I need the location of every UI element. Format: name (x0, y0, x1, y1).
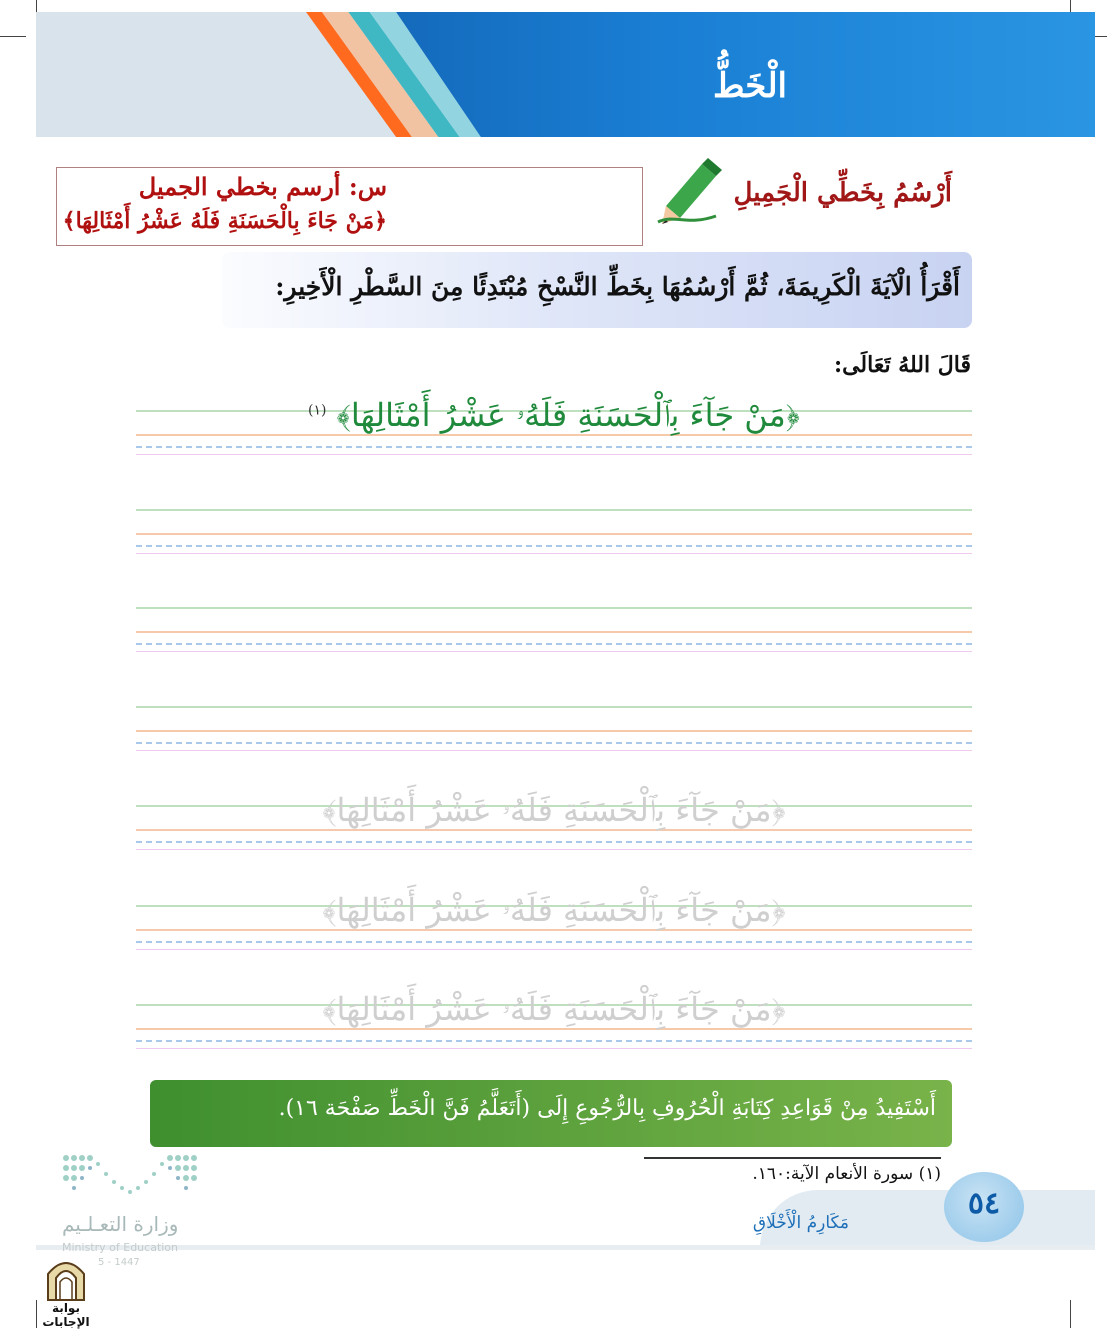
tracing-verse: ﴿مَنْ جَآءَ بِٱلْحَسَنَةِ فَلَهُۥ عَشْرُ أَمْثَالِهَا﴾ (322, 791, 786, 829)
practice-line-row (136, 607, 972, 653)
page-number: ٥٤ (967, 1186, 1001, 1221)
practice-line-row (136, 891, 972, 951)
portal-label: بوابة الإجابات (42, 1301, 90, 1329)
quran-verse (136, 396, 972, 435)
ministry-logo-icon (60, 1152, 200, 1202)
verse-text: ﴿مَنْ جَآءَ بِٱلْحَسَنَةِ فَلَهُۥ عَشْرُ أَمْثَالِهَا﴾ (336, 396, 800, 434)
crop-mark (0, 36, 26, 37)
tracing-verse: ﴿مَنْ جَآءَ بِٱلْحَسَنَةِ فَلَهُۥ عَشْرُ أَمْثَالِهَا﴾ (322, 990, 786, 1028)
practice-line-row (136, 706, 972, 752)
section-title: أَرْسُمُ بِخَطِّي الْجَمِيلِ (733, 178, 952, 208)
footnote-marker: (١) (308, 402, 327, 419)
footer-band (36, 1245, 1095, 1250)
tracing-verse: ﴿مَنْ جَآءَ بِٱلْحَسَنَةِ فَلَهُۥ عَشْرُ أَمْثَالِهَا﴾ (322, 891, 786, 929)
instruction-banner (222, 252, 972, 328)
instruction-text: أَقْرَأُ الْآيَةَ الْكَرِيمَةَ، ثُمَّ أَرْسُمُهَا بِخَطِّ النَّسْخِ مُبْتَدِئًا مِنَ السَّطْرِ الْأَخِيرِ: (275, 272, 960, 301)
page-number-badge (944, 1172, 1024, 1242)
question-text: س: أرسم بخطي الجميل (138, 172, 387, 201)
page-title: الْخَطُّ (712, 66, 787, 106)
pen-icon (654, 156, 724, 228)
practice-line-row (136, 990, 972, 1050)
footnote-text: (١) سورة الأنعام الآية:١٦٠. (752, 1164, 941, 1184)
tip-text: أَسْتَفِيدُ مِنْ قَوَاعِدِ كِتَابَةِ الْحُرُوفِ بِالرُّجُوعِ إِلَى (أَتَعَلَّمُ فَنَّ الْخَطِّ صَفْحَة ١٦). (278, 1096, 936, 1121)
ministry-name-english: Ministry of Education (62, 1241, 179, 1254)
page-header (36, 12, 1095, 137)
answers-portal-logo (30, 1252, 102, 1329)
portal-icon (30, 1252, 102, 1302)
practice-line-row (136, 791, 972, 851)
crop-mark (1070, 1300, 1071, 1328)
ministry-name-arabic: وزارة التعـلـيم (62, 1212, 179, 1236)
verse-intro: قَالَ اللهُ تَعَالَى: (833, 352, 971, 378)
tip-banner (150, 1080, 952, 1147)
ministry-year: 5 - 1447 (98, 1257, 140, 1268)
header-banner (36, 12, 1095, 137)
footnote-divider (644, 1157, 941, 1159)
book-title: مَكَارِمُ الْأَخْلَاقِ (752, 1213, 849, 1233)
practice-line-row (136, 509, 972, 555)
question-box (56, 167, 643, 246)
question-verse: ﴿مَنْ جَاءَ بِالْحَسَنَةِ فَلَهُ عَشْرُ أَمْثَالِهَا﴾ (62, 208, 387, 234)
practice-line-row (136, 396, 972, 456)
